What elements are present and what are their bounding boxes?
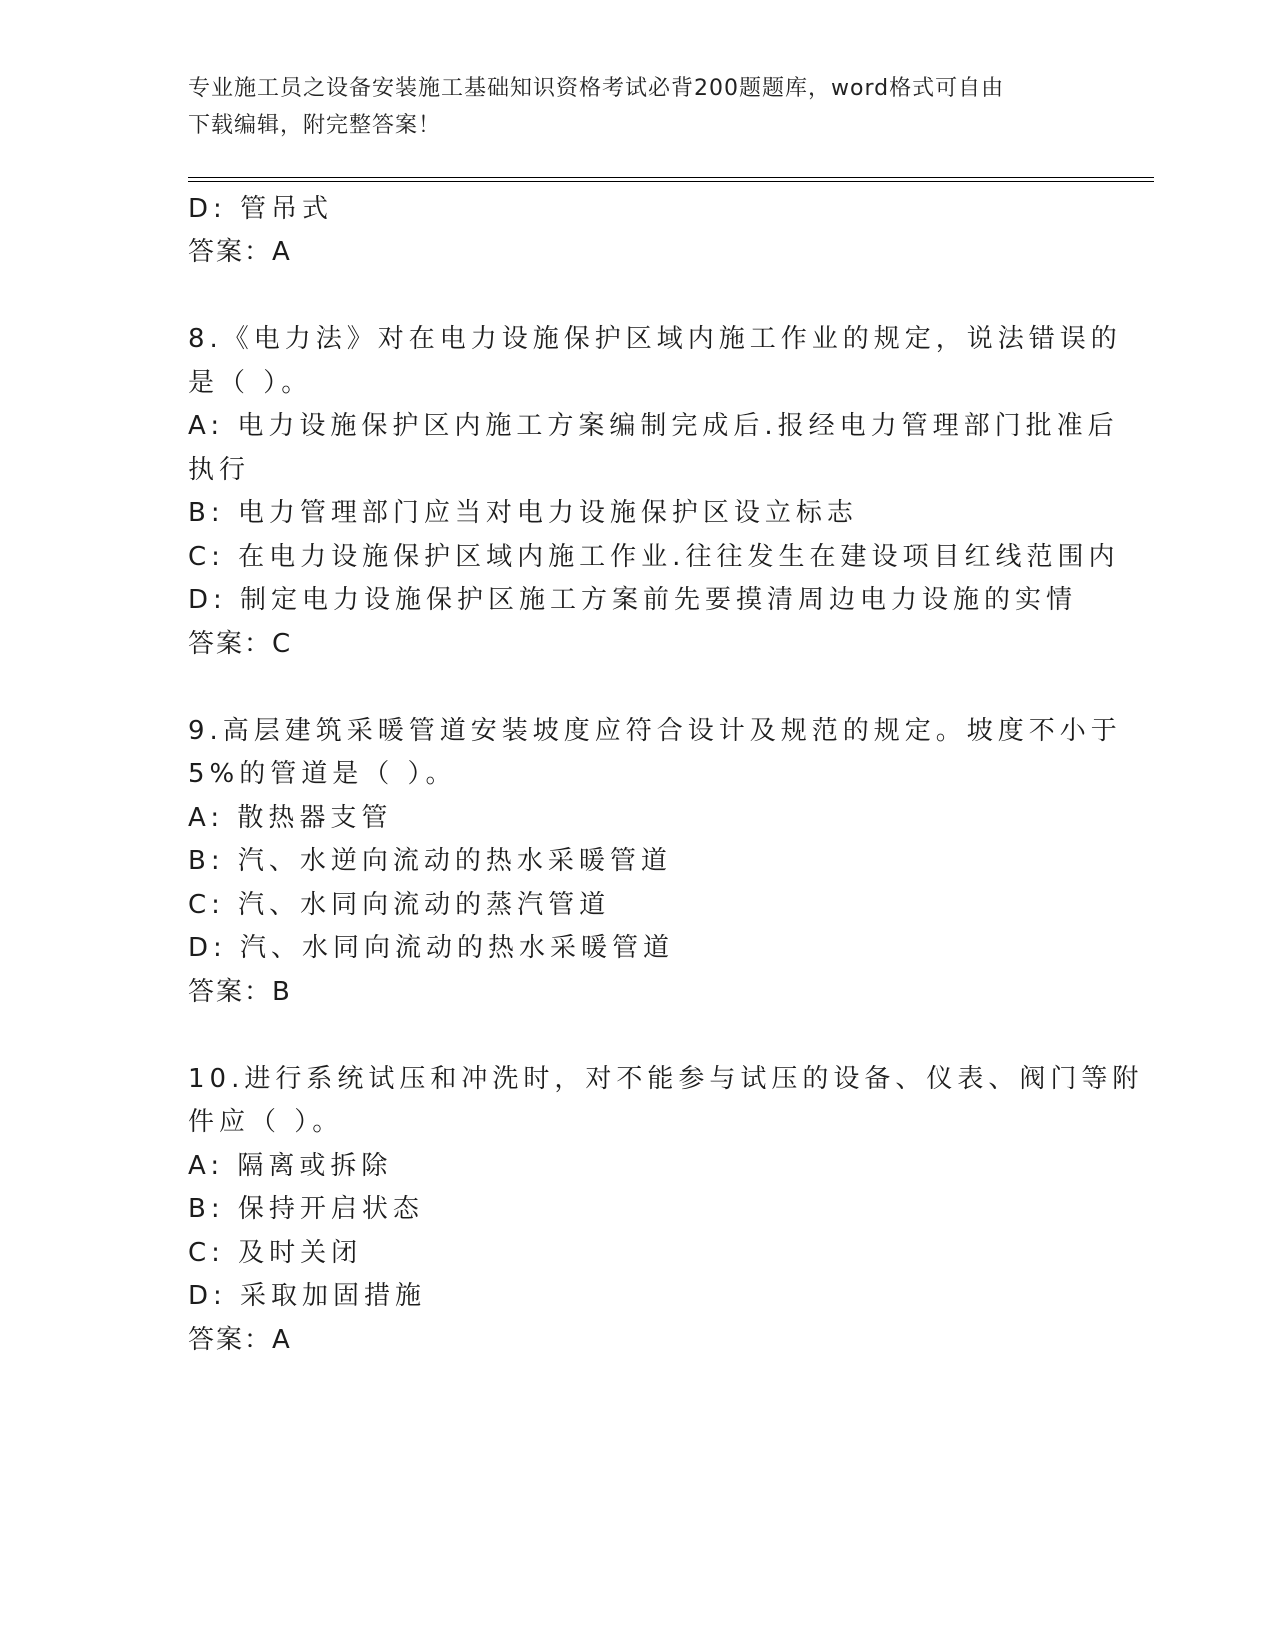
header-line-1: 专业施工员之设备安装施工基础知识资格考试必背200题题库，word格式可自由 bbox=[188, 76, 1005, 101]
header-line-2: 下载编辑，附完整答案！ bbox=[188, 113, 442, 138]
q10-option-b: B: 保持开启状态 bbox=[188, 1194, 424, 1224]
q10-stem-line-2: 件应（ ）。 bbox=[188, 1107, 344, 1137]
header-divider-bottom bbox=[188, 181, 1154, 182]
q7-answer: 答案：A bbox=[188, 237, 292, 267]
document-header bbox=[188, 70, 1068, 144]
q10-answer: 答案：A bbox=[188, 1325, 292, 1355]
q9-answer: 答案：B bbox=[188, 977, 292, 1007]
q8-option-b: B: 电力管理部门应当对电力设施保护区设立标志 bbox=[188, 498, 858, 528]
q9-option-a: A: 散热器支管 bbox=[188, 803, 393, 833]
q10-option-a: A: 隔离或拆除 bbox=[188, 1151, 393, 1181]
q8-stem-line-1: 8.《电力法》对在电力设施保护区域内施工作业的规定，说法错误的 bbox=[188, 324, 1122, 354]
header-divider-top bbox=[188, 177, 1154, 178]
q8-option-a-line-2: 执行 bbox=[188, 455, 251, 485]
q7-option-d: D: 管吊式 bbox=[188, 194, 334, 224]
q9-option-d: D: 汽、水同向流动的热水采暖管道 bbox=[188, 933, 675, 963]
q8-stem-line-2: 是（ ）。 bbox=[188, 368, 313, 398]
q9-option-b: B: 汽、水逆向流动的热水采暖管道 bbox=[188, 846, 672, 876]
q8-option-a-line-1: A: 电力设施保护区内施工方案编制完成后.报经电力管理部门批准后 bbox=[188, 411, 1119, 441]
q8-answer: 答案：C bbox=[188, 629, 293, 659]
q9-stem-line-2: 5%的管道是（ ）。 bbox=[188, 759, 457, 789]
q9-stem-line-1: 9.高层建筑采暖管道安装坡度应符合设计及规范的规定。坡度不小于 bbox=[188, 716, 1122, 746]
q10-option-c: C: 及时关闭 bbox=[188, 1238, 363, 1268]
q8-option-d: D: 制定电力设施保护区施工方案前先要摸清周边电力设施的实情 bbox=[188, 585, 1078, 615]
q9-option-c: C: 汽、水同向流动的蒸汽管道 bbox=[188, 890, 611, 920]
q10-option-d: D: 采取加固措施 bbox=[188, 1281, 427, 1311]
q10-stem-line-1: 10.进行系统试压和冲洗时，对不能参与试压的设备、仪表、阀门等附 bbox=[188, 1064, 1144, 1094]
q8-option-c: C: 在电力设施保护区域内施工作业.往往发生在建设项目红线范围内 bbox=[188, 542, 1120, 572]
